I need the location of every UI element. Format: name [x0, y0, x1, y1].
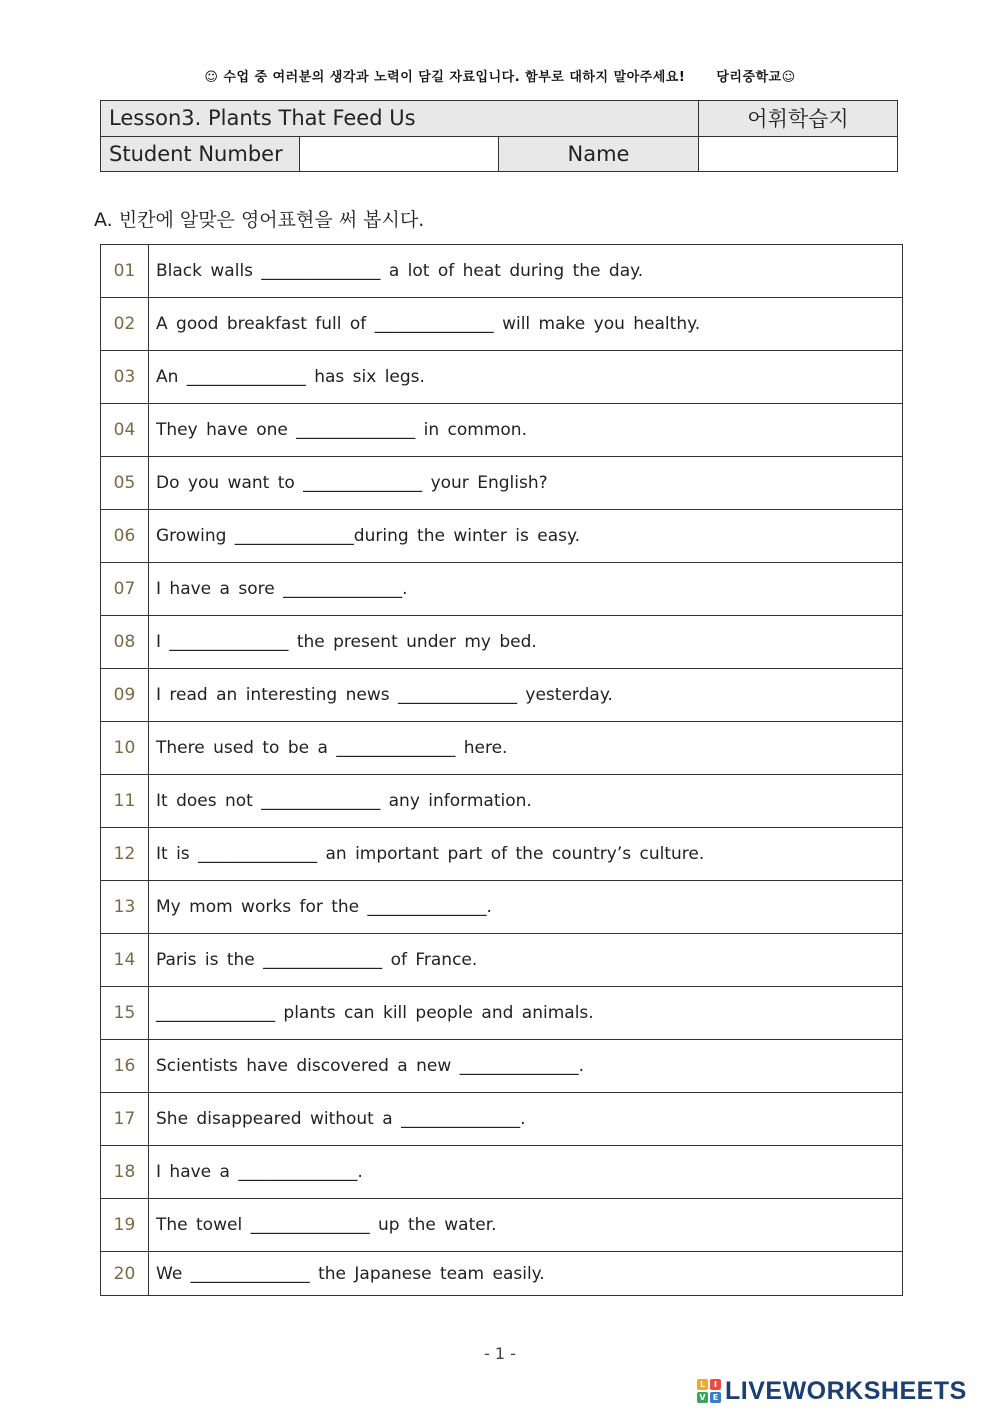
header-table	[100, 100, 898, 172]
item-sentence: Scientists have discovered a new ______________.	[149, 1040, 903, 1093]
item-number: 20	[101, 1252, 149, 1296]
item-sentence: They have one ______________ in common.	[149, 404, 903, 457]
item-number: 07	[101, 563, 149, 616]
brand-text: LIVEWORKSHEETS	[725, 1376, 967, 1405]
item-number: 11	[101, 775, 149, 828]
school-name: 당리중학교☺	[716, 70, 796, 85]
item-sentence: I read an interesting news ______________ yesterday.	[149, 669, 903, 722]
exercise-row	[101, 1146, 903, 1199]
item-sentence: Paris is the ______________ of France.	[149, 934, 903, 987]
name-label: Name	[499, 136, 699, 172]
header-row-title	[101, 101, 898, 137]
logo-tile: V	[697, 1392, 708, 1403]
item-sentence: I have a sore ______________.	[149, 563, 903, 616]
exercise-row	[101, 881, 903, 934]
item-sentence: There used to be a ______________ here.	[149, 722, 903, 775]
item-number: 04	[101, 404, 149, 457]
item-sentence: My mom works for the ______________.	[149, 881, 903, 934]
lesson-title: Lesson3. Plants That Feed Us	[101, 101, 699, 137]
liveworksheets-logo-icon	[697, 1379, 721, 1403]
logo-tile: I	[710, 1379, 721, 1390]
exercise-row	[101, 828, 903, 881]
item-number: 01	[101, 245, 149, 298]
item-number: 18	[101, 1146, 149, 1199]
item-number: 19	[101, 1199, 149, 1252]
notice-line	[0, 66, 1000, 85]
item-sentence: A good breakfast full of ______________ will make you healthy.	[149, 298, 903, 351]
item-number: 13	[101, 881, 149, 934]
student-number-field[interactable]	[300, 136, 499, 172]
page-number: - 1 -	[484, 1344, 516, 1363]
exercise-row	[101, 722, 903, 775]
item-number: 12	[101, 828, 149, 881]
item-number: 02	[101, 298, 149, 351]
item-number: 14	[101, 934, 149, 987]
item-sentence: Growing ______________during the winter is easy.	[149, 510, 903, 563]
item-sentence: The towel ______________ up the water.	[149, 1199, 903, 1252]
student-number-label: Student Number	[101, 136, 300, 172]
exercise-row	[101, 245, 903, 298]
worksheet-type: 어휘학습지	[699, 101, 898, 137]
item-sentence: Black walls ______________ a lot of heat during the day.	[149, 245, 903, 298]
item-sentence: We ______________ the Japanese team easily.	[149, 1252, 903, 1296]
item-sentence: I ______________ the present under my bed.	[149, 616, 903, 669]
item-sentence: ______________ plants can kill people and animals.	[149, 987, 903, 1040]
header-row-student	[101, 136, 898, 172]
item-sentence: I have a ______________.	[149, 1146, 903, 1199]
item-number: 05	[101, 457, 149, 510]
liveworksheets-logo[interactable]	[697, 1376, 967, 1406]
exercise-row	[101, 1199, 903, 1252]
item-number: 08	[101, 616, 149, 669]
exercise-row	[101, 457, 903, 510]
item-sentence: She disappeared without a ______________.	[149, 1093, 903, 1146]
item-sentence: It is ______________ an important part of the country’s culture.	[149, 828, 903, 881]
exercise-row	[101, 1252, 903, 1296]
logo-tile: E	[710, 1392, 721, 1403]
item-number: 15	[101, 987, 149, 1040]
exercise-row	[101, 563, 903, 616]
item-number: 17	[101, 1093, 149, 1146]
exercise-table	[100, 244, 903, 1296]
exercise-row	[101, 775, 903, 828]
exercise-row	[101, 1040, 903, 1093]
exercise-row	[101, 1093, 903, 1146]
exercise-row	[101, 987, 903, 1040]
exercise-row	[101, 510, 903, 563]
item-number: 16	[101, 1040, 149, 1093]
item-sentence: An ______________ has six legs.	[149, 351, 903, 404]
exercise-row	[101, 404, 903, 457]
exercise-row	[101, 298, 903, 351]
item-number: 03	[101, 351, 149, 404]
name-field[interactable]	[699, 136, 898, 172]
exercise-row	[101, 934, 903, 987]
item-number: 10	[101, 722, 149, 775]
item-number: 06	[101, 510, 149, 563]
section-title: A. 빈칸에 알맞은 영어표현을 써 봅시다.	[94, 209, 425, 231]
item-sentence: It does not ______________ any information.	[149, 775, 903, 828]
logo-tile: L	[697, 1379, 708, 1390]
exercise-row	[101, 669, 903, 722]
exercise-row	[101, 351, 903, 404]
item-sentence: Do you want to ______________ your English?	[149, 457, 903, 510]
exercise-row	[101, 616, 903, 669]
item-number: 09	[101, 669, 149, 722]
notice-text: ☺ 수업 중 여러분의 생각과 노력이 담길 자료입니다. 함부로 대하지 말아주세요!	[204, 70, 686, 85]
